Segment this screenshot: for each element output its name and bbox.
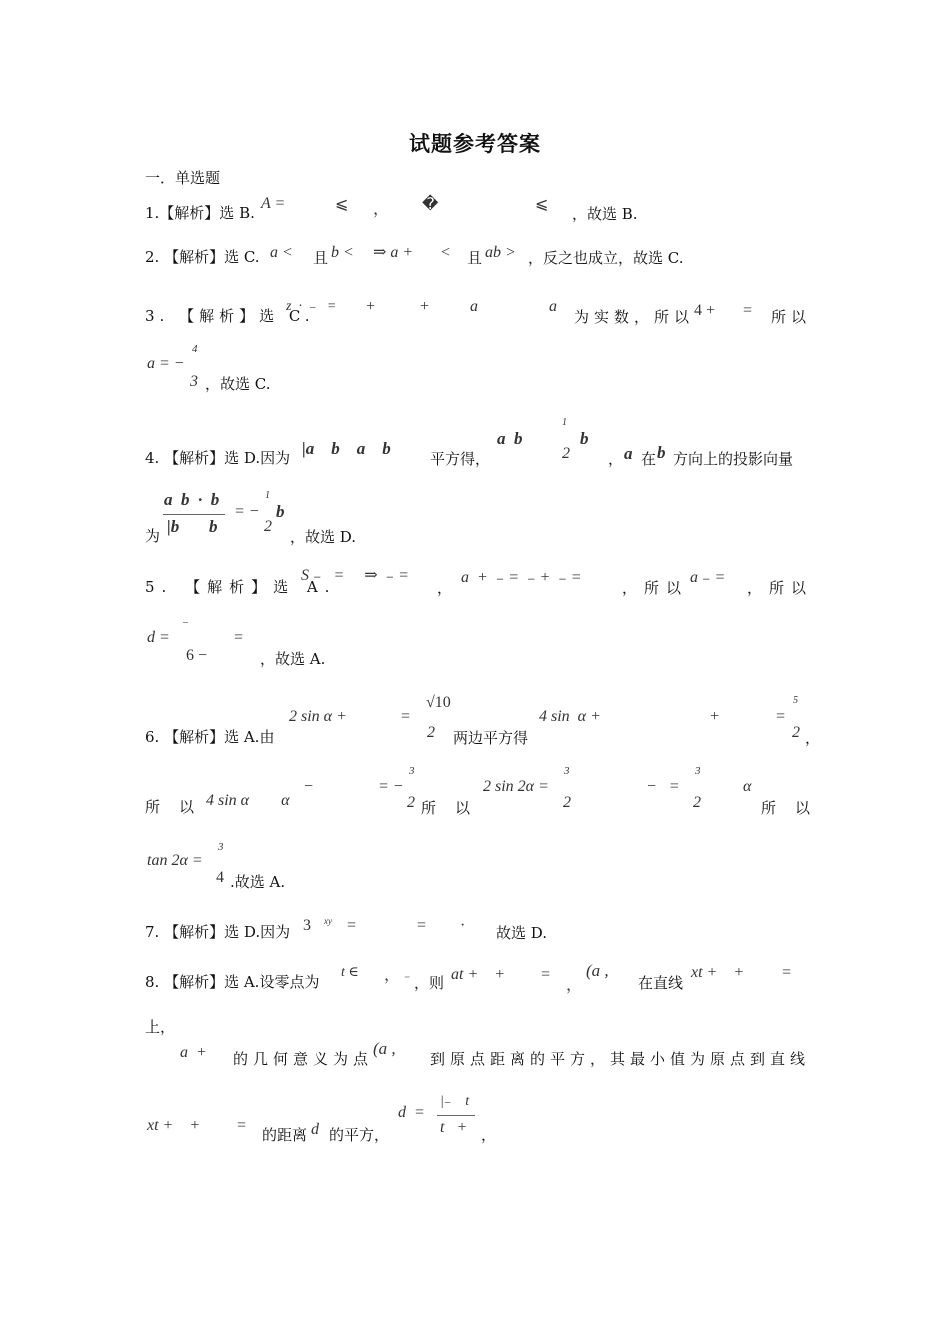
q6-math-l: 2 sin α +	[289, 708, 347, 725]
q8-math-dd: d =	[398, 1104, 425, 1121]
q8-math-d: d	[311, 1121, 319, 1138]
q6-math-r: 4 sin α +	[539, 708, 601, 725]
q2-math-ab: ab >	[485, 244, 516, 261]
q3-math-a2: a	[549, 298, 557, 315]
q1-math-glyph: �	[422, 196, 439, 213]
q5-line2-suffix: ，故选 A.	[260, 650, 326, 668]
q8-line4-suffix: 的平方，	[329, 1126, 390, 1144]
q5-math-a2: a ₋ =	[690, 569, 726, 586]
q6-prefix: 6. 【解析】选 A.由	[145, 728, 275, 746]
q7-math-eq1: =	[347, 917, 357, 934]
q4-math-n2: 1	[265, 490, 270, 501]
q8-math-pt2: (a ,	[373, 1039, 396, 1058]
q1-math-a: A =	[261, 195, 286, 212]
q2-math-lt: <	[440, 244, 451, 261]
q3-math-4: 4 +	[694, 302, 716, 319]
q8-fraction-bar	[437, 1115, 475, 1116]
q2-prefix: 2. 【解析】选 C.	[145, 248, 260, 266]
q8-math-t: t ∈	[341, 965, 359, 980]
q8-line4-end: ，	[481, 1126, 497, 1144]
q6-math-a: 4 sin α α	[206, 792, 290, 809]
q6-math-m2: − =	[646, 778, 680, 795]
q8-line3-mid: 的几何意义为点	[233, 1050, 374, 1068]
q6-math-n3: 3	[409, 765, 415, 777]
q3-math-num: 4	[192, 343, 198, 355]
q6-math-b: 2 sin 2α =	[483, 778, 549, 795]
q3-suffix: 所以	[771, 308, 812, 326]
q6-math-n4: 3	[564, 765, 570, 777]
q2-mid2: 且	[467, 249, 483, 267]
q5-prefix: 5. 【解析】选 A.	[145, 578, 337, 596]
q4-math-eq: = −	[234, 503, 260, 520]
q8-math-sub: ₋	[404, 968, 411, 982]
q4-line2-suffix: ，故选 D.	[290, 528, 357, 546]
q6-math-n2: 5	[793, 695, 798, 706]
q8-math-xt2: xt + +	[147, 1117, 201, 1134]
section-heading: 一．单选题	[145, 169, 221, 187]
q6-math-eq: =	[400, 708, 411, 725]
q7-suffix: 故选 D.	[496, 924, 548, 942]
q6-math-d2: 2	[792, 724, 800, 741]
q2-suffix: ，反之也成立，故选 C.	[528, 249, 684, 267]
q6-math-n5: 3	[695, 765, 701, 777]
q8-mid1: ，则	[414, 974, 445, 992]
q6-math-n6: 3	[218, 841, 224, 853]
q4-mid3: 方向上的投影向量	[673, 450, 794, 468]
q4-math-b3: b	[276, 502, 285, 521]
page-title: 试题参考答案	[409, 132, 541, 156]
q5-math-s: S ₋ = ⇒ ₋ =	[301, 567, 409, 584]
q6-line2-suffix: 所 以	[761, 799, 813, 817]
q3-mid: 为实数，所以	[574, 308, 695, 326]
q5-math-dnum: –	[183, 617, 188, 628]
q3-math-p2: +	[419, 298, 430, 315]
q8-math-fn: |₋ t	[440, 1094, 470, 1109]
q5-suffix: ，所以	[747, 579, 814, 597]
q4-math-b2: b	[657, 443, 666, 462]
q8-line3-suffix: 到原点距离的平方，其最小值为原点到直线	[430, 1050, 811, 1068]
q5-mid: ，所以	[622, 579, 689, 597]
q6-math-tan: tan 2α =	[147, 852, 203, 869]
q6-math-d5: 2	[693, 794, 701, 811]
q4-prefix: 4. 【解析】选 D.因为	[145, 449, 291, 467]
q6-math-d3: 2	[407, 794, 415, 811]
q7-math-eq2: =	[417, 917, 427, 934]
q3-math-eq: =	[743, 302, 753, 319]
q8-line4-mid: 的距离	[262, 1126, 308, 1144]
q8-math-comma: ，	[384, 967, 401, 984]
q4-math-d2: 2	[264, 518, 272, 535]
q7-math-sup: xy	[324, 916, 332, 926]
q2-math-arrow: ⇒ a +	[373, 244, 414, 261]
q6-math-d6: 4	[216, 869, 224, 886]
q4-mid2: 在	[641, 450, 657, 468]
q5-math-eq: =	[233, 629, 244, 646]
q6-mid: 两边平方得	[453, 729, 529, 747]
q1-math-le1: ⩽	[335, 196, 349, 213]
q4-math-ab: a b	[497, 429, 523, 448]
q6-math-d4: 2	[563, 794, 571, 811]
q6-math-minus: −	[303, 778, 314, 795]
q7-prefix: 7. 【解析】选 D.因为	[145, 923, 291, 941]
q6-math-eq3: = −	[378, 778, 404, 795]
q6-line3-suffix: .故选 A.	[230, 873, 286, 891]
q8-mid2: 在直线	[638, 974, 684, 992]
q3-prefix: 3. 【解析】选 C.	[145, 307, 315, 325]
q3-math-z: z · ₋ =	[286, 299, 337, 314]
q8-math-eq: =	[540, 966, 551, 983]
q6-math-den: 2	[427, 724, 435, 741]
q3-math-den: 3	[190, 373, 198, 390]
q5-math-d: d =	[147, 629, 170, 646]
q5-math-dden: 6 −	[186, 647, 208, 664]
q7-math-dot: ·	[460, 917, 466, 934]
q8-math-at: at + +	[451, 966, 506, 983]
q4-math-num: 1	[562, 417, 567, 428]
q6-line2-prefix: 所 以	[145, 798, 197, 816]
q4-fraction-bar	[163, 514, 225, 515]
q6-comma: ，	[805, 729, 821, 747]
q8-math-pt: (a ,	[586, 961, 609, 980]
q6-math-alpha: α	[743, 778, 752, 795]
q8-math-eq3: =	[236, 1117, 247, 1134]
q1-math-comma: ，	[373, 201, 390, 218]
q1-math-le2: ⩽	[535, 196, 549, 213]
q2-math-b: b <	[331, 244, 354, 261]
q8-prefix: 8. 【解析】选 A.设零点为	[145, 973, 320, 991]
q4-math-fbot: |b b	[167, 517, 218, 536]
q8-line2: 上，	[145, 1018, 176, 1036]
q4-math-a: a	[624, 444, 633, 463]
q8-math-eq2: =	[781, 964, 792, 981]
q4-comma: ，	[608, 450, 624, 468]
q6-math-num: √10	[426, 694, 451, 711]
q4-math-b: b	[580, 429, 589, 448]
q8-math-a: a +	[180, 1044, 207, 1061]
q4-math-den: 2	[562, 445, 570, 462]
q3-math-p1: +	[365, 298, 376, 315]
q8-math-fd: t +	[440, 1119, 468, 1136]
q4-math-ftop: a b · b	[164, 490, 220, 509]
q8-math-xt: xt + +	[691, 964, 745, 981]
q6-math-eq2: =	[775, 708, 786, 725]
q3-line2-suffix: ，故选 C.	[205, 375, 271, 393]
q6-line2-mid: 所 以	[421, 799, 473, 817]
q7-math-3: 3	[303, 917, 311, 934]
q4-line2-prefix: 为	[145, 527, 161, 545]
q4-mid1: 平方得，	[430, 450, 491, 468]
q8-comma1: ，	[566, 977, 583, 994]
q5-math-a: a + ₋ = ₋ + ₋ =	[461, 569, 582, 586]
q3-math-a1: a	[470, 298, 478, 315]
q4-math-abs: |a b a b	[302, 439, 391, 458]
q1-prefix: 1.【解析】选 B.	[145, 204, 255, 222]
q2-mid1: 且	[313, 249, 329, 267]
q5-comma: ，	[437, 579, 453, 597]
q3-math-aval: a = −	[147, 355, 185, 372]
q2-math-a: a <	[270, 244, 293, 261]
q6-math-plus: +	[709, 708, 720, 725]
q1-suffix: ，故选 B.	[572, 205, 638, 223]
